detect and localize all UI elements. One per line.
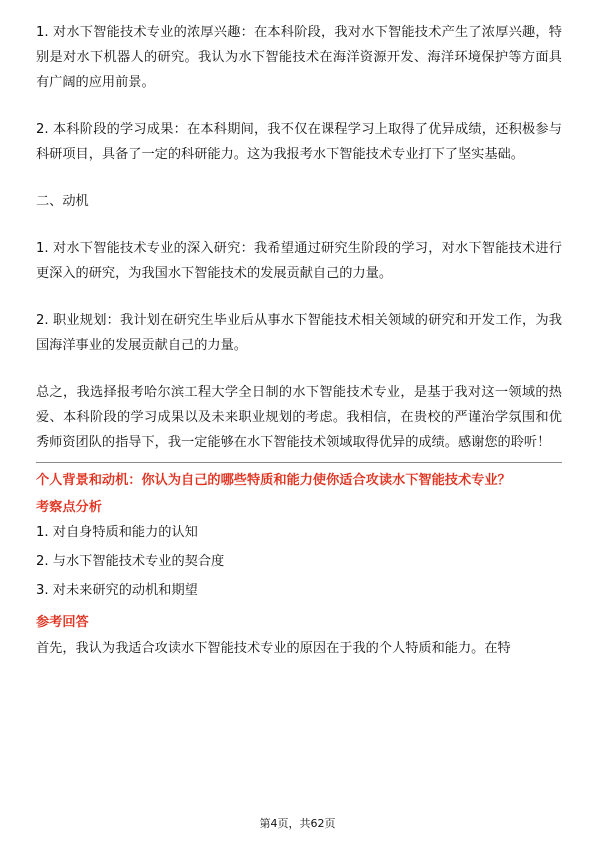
paragraph-achievements: 2. 本科阶段的学习成果：在本科期间，我不仅在课程学习上取得了优异成绩，还积极参与科研项目，具备了一定的科研能力。这为我报考水下智能技术专业打下了坚实基础。 — [36, 122, 562, 162]
section-heading-motivation: 二、动机 — [36, 194, 89, 209]
answer-text: 首先，我认为我适合攻读水下智能技术专业的原因在于我的个人特质和能力。在特 — [36, 641, 511, 656]
analysis-list — [36, 524, 562, 600]
paragraph-conclusion: 总之，我选择报考哈尔滨工程大学全日制的水下智能技术专业，是基于我对这一领域的热爱、本科阶段的学习成果以及未来职业规划的考虑。我相信，在贵校的严谨治学氛围和优秀师资团队的指导下，我一定能够在水下智能技术领域取得优异的成绩。感谢您的聆听！ — [36, 385, 562, 450]
paragraph-research: 1. 对水下智能技术专业的深入研究：我希望通过研究生阶段的学习，对水下智能技术进行更深入的研究，为我国水下智能技术的发展贡献自己的力量。 — [36, 241, 562, 281]
page-number: 第4页，共62页 — [259, 817, 336, 830]
list-item: 3. 对未来研究的动机和期望 — [36, 583, 198, 598]
list-item: 1. 对自身特质和能力的认知 — [36, 525, 198, 540]
interview-question: 个人背景和动机：你认为自己的哪些特质和能力使你适合攻读水下智能技术专业？ — [36, 473, 511, 488]
section-divider — [36, 462, 562, 463]
answer-label: 参考回答 — [36, 615, 89, 630]
document-page — [36, 20, 562, 659]
paragraph-career: 2. 职业规划：我计划在研究生毕业后从事水下智能技术相关领域的研究和开发工作，为我国海洋事业的发展贡献自己的力量。 — [36, 313, 562, 353]
paragraph-interest: 1. 对水下智能技术专业的浓厚兴趣：在本科阶段，我对水下智能技术产生了浓厚兴趣，特别是对水下机器人的研究。我认为水下智能技术在海洋资源开发、海洋环境保护等方面具有广阔的应用前景。 — [36, 25, 562, 90]
analysis-label: 考察点分析 — [36, 500, 102, 515]
list-item: 2. 与水下智能技术专业的契合度 — [36, 554, 225, 569]
